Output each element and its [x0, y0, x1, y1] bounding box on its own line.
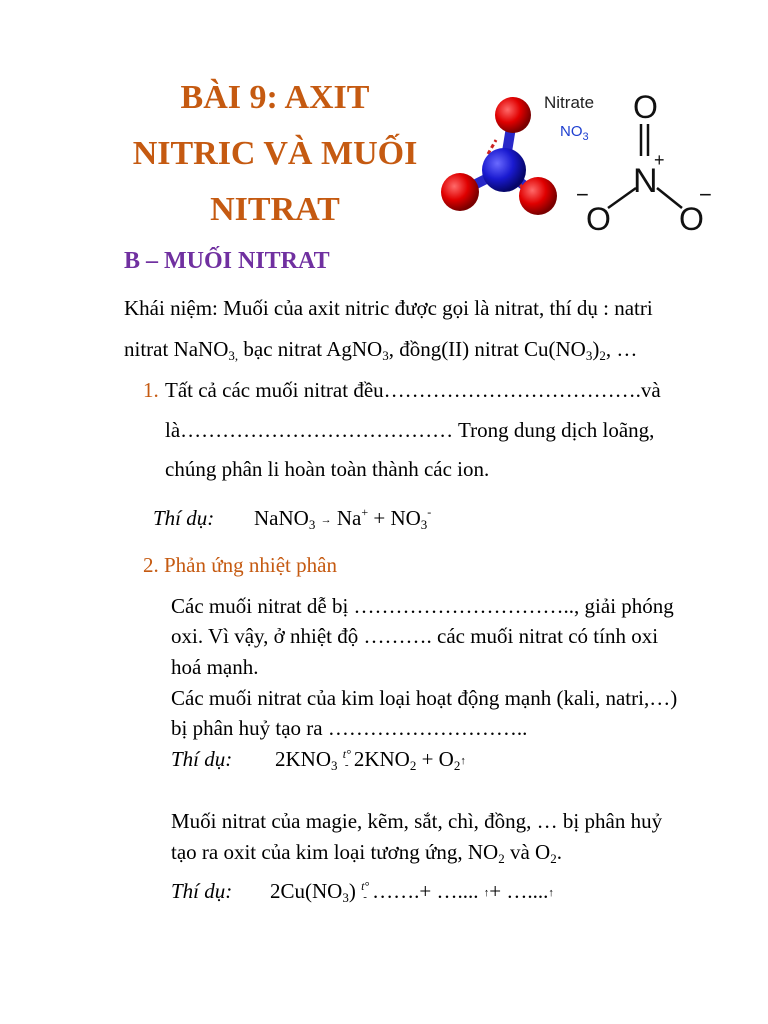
svg-text:O: O: [586, 201, 611, 237]
item-2-line-5: bị phân huỷ tạo ra ………………………..: [171, 716, 528, 740]
item-1-number: 1.: [143, 378, 159, 402]
intro-line-1: Khái niệm: Muối của axit nitric được gọi là nitrat, thí dụ : natri: [124, 296, 653, 320]
title-line-1: BÀI 9: AXIT: [180, 79, 370, 116]
item-1-line-1: Tất cả các muối nitrat đều……………………………….và: [165, 378, 661, 402]
svg-text:O: O: [679, 201, 704, 237]
example-2-equation: $2KNO_3$ $^{t^\circ}$- $2KNO_2$ + $O_2↑$: [275, 747, 466, 773]
item-1-line-3: chúng phân li hoàn toàn thành các ion.: [165, 457, 490, 481]
nitrogen-atom: [482, 148, 526, 192]
item-2-line-3: hoá mạnh.: [171, 655, 259, 679]
svg-text:N: N: [633, 162, 658, 200]
svg-text:+: +: [654, 150, 665, 170]
oxygen-atom-left: [441, 173, 479, 211]
svg-text:O: O: [633, 89, 658, 125]
nitrate-figure: [436, 80, 736, 240]
oxygen-atom-top: [495, 97, 531, 133]
para-3-line-1: Muối nitrat của magie, kẽm, sắt, chì, đồng, … bị phân huỷ: [171, 809, 663, 833]
item-2-line-1: Các muối nitrat dễ bị ………………………….., giải phóng: [171, 594, 674, 618]
nitrate-structure-image: [436, 80, 736, 240]
structural-formula: [576, 89, 712, 237]
example-2-label: Thí dụ:: [171, 747, 233, 771]
example-1-equation: NaNO$_3$ → $Na^+ + NO_3^-$: [254, 505, 432, 532]
item-2-heading: 2. Phản ứng nhiệt phân: [143, 553, 337, 577]
intro-line-2: nitrat NaNO$_{3,}$ bạc nitrat AgNO$_3$, đồng(II) nitrat $Cu(NO_3)_2$, …: [124, 337, 638, 363]
svg-text:−: −: [699, 182, 712, 207]
ball-and-stick-model: [441, 97, 557, 215]
item-1-line-2: là………………………………… Trong dung dịch loãng,: [165, 418, 655, 442]
nitrate-formula: $NO_3$: [560, 123, 589, 143]
page-title: [110, 70, 440, 238]
item-2-line-4: Các muối nitrat của kim loại hoạt động mạnh (kali, natri,…): [171, 686, 678, 710]
example-3-equation: $2Cu(NO_3)$ $^{t^\circ}$- …….+ ….... ↑+ …....↑: [270, 879, 554, 905]
example-3-label: Thí dụ:: [171, 879, 233, 903]
oxygen-atom-right: [519, 177, 557, 215]
svg-text:−: −: [576, 182, 589, 207]
title-line-2: NITRIC VÀ MUỐI: [132, 135, 418, 172]
example-1-label: Thí dụ:: [153, 506, 215, 530]
section-heading: B – MUỐI NITRAT: [124, 248, 330, 274]
item-2-line-2: oxi. Vì vậy, ở nhiệt độ ………. các muối nitrat có tính oxi: [171, 624, 659, 648]
nitrate-label: Nitrate: [544, 93, 595, 112]
title-line-3: NITRAT: [210, 191, 340, 228]
para-3-line-2: tạo ra oxit của kim loại tương ứng, $NO_2$ và $O_2$.: [171, 840, 562, 866]
